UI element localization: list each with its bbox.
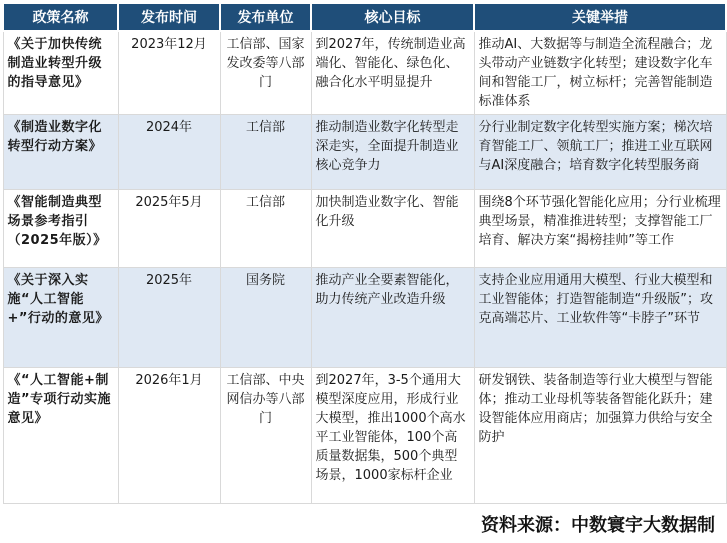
release-date: 2025年5月 [118, 190, 220, 268]
header-policy-name: 政策名称 [3, 3, 118, 31]
issuer: 工信部 [220, 115, 311, 190]
release-date: 2025年 [118, 268, 220, 368]
source-note: 资料来源：中数寰宇大数据制 [481, 515, 715, 536]
core-goal: 推动制造业数字化转型走深走实，全面提升制造业核心竞争力 [311, 115, 474, 190]
policy-name: 《“人工智能+制造”专项行动实施意见》 [3, 368, 118, 504]
key-measures: 研发钢铁、装备制造等行业大模型与智能体；推动工业母机等装备智能化跃升；建设智能体应用商店；加强算力供给与安全防护 [474, 368, 726, 504]
release-date: 2026年1月 [118, 368, 220, 504]
policy-name: 《关于加快传统制造业转型升级的指导意见》 [3, 31, 118, 115]
key-measures: 支持企业应用通用大模型、行业大模型和工业智能体；打造智能制造“升级版”；攻克高端芯片、工业软件等“卡脖子”环节 [474, 268, 726, 368]
key-measures: 分行业制定数字化转型实施方案；梯次培育智能工厂、领航工厂；推进工业互联网与AI深度融合；培育数字化转型服务商 [474, 115, 726, 190]
release-date: 2023年12月 [118, 31, 220, 115]
issuer: 工信部 [220, 190, 311, 268]
core-goal: 到2027年，传统制造业高端化、智能化、绿色化、融合化水平明显提升 [311, 31, 474, 115]
issuer: 工信部、国家发改委等八部门 [220, 31, 311, 115]
table-row [3, 115, 726, 190]
issuer: 工信部、中央网信办等八部门 [220, 368, 311, 504]
header-release-date: 发布时间 [118, 3, 220, 31]
header-issuer: 发布单位 [220, 3, 311, 31]
table-row [3, 268, 726, 368]
header-core-goal: 核心目标 [311, 3, 474, 31]
core-goal: 到2027年，3-5个通用大模型深度应用，形成行业大模型，推出1000个高水平工业智能体，100个高质量数据集，500个典型场景，1000家标杆企业 [311, 368, 474, 504]
policy-name: 《智能制造典型场景参考指引（2025年版）》 [3, 190, 118, 268]
policy-table [2, 2, 727, 504]
header-key-measures: 关键举措 [474, 3, 726, 31]
core-goal: 加快制造业数字化、智能化升级 [311, 190, 474, 268]
policy-name: 《制造业数字化转型行动方案》 [3, 115, 118, 190]
key-measures: 围绕8个环节强化智能化应用；分行业梳理典型场景，精准推进转型；支撑智能工厂培育、解决方案“揭榜挂帅”等工作 [474, 190, 726, 268]
table-row [3, 31, 726, 115]
table-row [3, 368, 726, 504]
release-date: 2024年 [118, 115, 220, 190]
core-goal: 推动产业全要素智能化，助力传统产业改造升级 [311, 268, 474, 368]
issuer: 国务院 [220, 268, 311, 368]
table-row [3, 190, 726, 268]
key-measures: 推动AI、大数据等与制造全流程融合；龙头带动产业链数字化转型；建设数字化车间和智能工厂，树立标杆；完善智能制造标准体系 [474, 31, 726, 115]
table-header-row [3, 3, 726, 31]
policy-name: 《关于深入实施“人工智能+”行动的意见》 [3, 268, 118, 368]
